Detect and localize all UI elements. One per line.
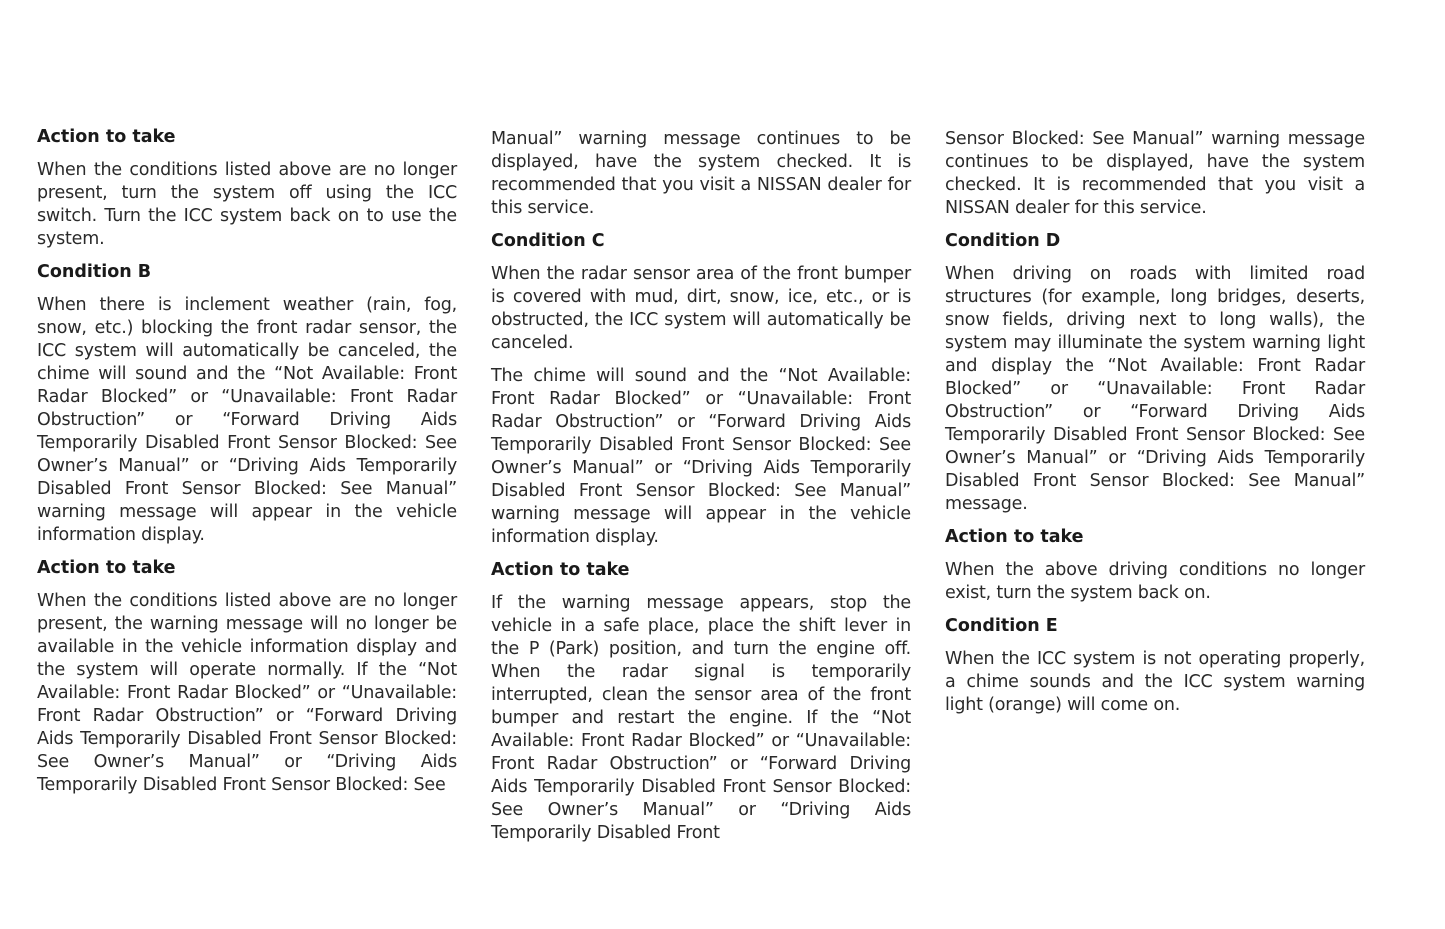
paragraph: If the warning message appears, stop the vehicle in a safe place, place the shift lever in the P (Park) position, and turn the engine off. When the radar signal is temporarily interrupted, clean the sensor area of the front bumper and restart the engine. If the “Not Available: Front Radar Blocked” or “Unavailable: Front Radar Obstruction” or “Forward Driving Aids Temporarily Disabled Front Sensor Blocked: See Owner’s Manual” or “Driving Aids Temporarily Disabled Front [491,593,911,843]
paragraph: When the conditions listed above are no longer present, turn the system off using the ICC switch. Turn the ICC system back on to use the system. [37,160,457,249]
section-heading: Condition D [945,231,1061,251]
column-3 [945,126,1365,727]
section-heading: Condition C [491,231,605,251]
section-heading: Condition B [37,262,152,282]
paragraph: Sensor Blocked: See Manual” warning message continues to be displayed, have the system checked. It is recommended that you visit a NISSAN dealer for this service. [945,129,1365,218]
paragraph: When the ICC system is not operating properly, a chime sounds and the ICC system warning light (orange) will come on. [945,649,1365,715]
column-2 [491,126,911,855]
paragraph: When driving on roads with limited road structures (for example, long bridges, deserts, snow fields, driving next to long walls), the system may illuminate the system warning light and display the “Not Available: Front Radar Blocked” or “Unavailable: Front Radar Obstruction” or “Forward Driving Aids Temporarily Disabled Front Sensor Blocked: See Owner’s Manual” or “Driving Aids Temporarily Disabled Front Sensor Blocked: See Manual” message. [945,264,1365,514]
section-heading: Condition E [945,616,1058,636]
section-heading: Action to take [37,127,176,147]
paragraph: When the conditions listed above are no longer present, the warning message will no longer be available in the vehicle information display and the system will operate normally. If the “Not Available: Front Radar Blocked” or “Unavailable: Front Radar Obstruction” or “Forward Driving Aids Temporarily Disabled Front Sensor Blocked: See Owner’s Manual” or “Driving Aids Temporarily Disabled Front Sensor Blocked: See [37,591,457,795]
section-heading: Action to take [491,560,630,580]
paragraph: When there is inclement weather (rain, fog, snow, etc.) blocking the front radar sensor, the ICC system will automatically be canceled, the chime will sound and the “Not Available: Front Radar Blocked” or “Unavailable: Front Radar Obstruction” or “Forward Driving Aids Temporarily Disabled Front Sensor Blocked: See Owner’s Manual” or “Driving Aids Temporarily Disabled Front Sensor Blocked: See Manual” warning message will appear in the vehicle information display. [37,295,457,545]
paragraph: When the above driving conditions no longer exist, turn the system back on. [945,560,1365,603]
section-heading: Action to take [37,558,176,578]
section-heading: Action to take [945,527,1084,547]
paragraph: Manual” warning message continues to be displayed, have the system checked. It is recommended that you visit a NISSAN dealer for this service. [491,129,911,218]
paragraph: The chime will sound and the “Not Available: Front Radar Blocked” or “Unavailable: Front Radar Obstruction” or “Forward Driving Aids Temporarily Disabled Front Sensor Blocked: See Owner’s Manual” or “Driving Aids Temporarily Disabled Front Sensor Blocked: See Manual” warning message will appear in the vehicle information display. [491,366,911,547]
column-1 [37,126,457,807]
paragraph: When the radar sensor area of the front bumper is covered with mud, dirt, snow, ice, etc., or is obstructed, the ICC system will automatically be canceled. [491,264,911,353]
